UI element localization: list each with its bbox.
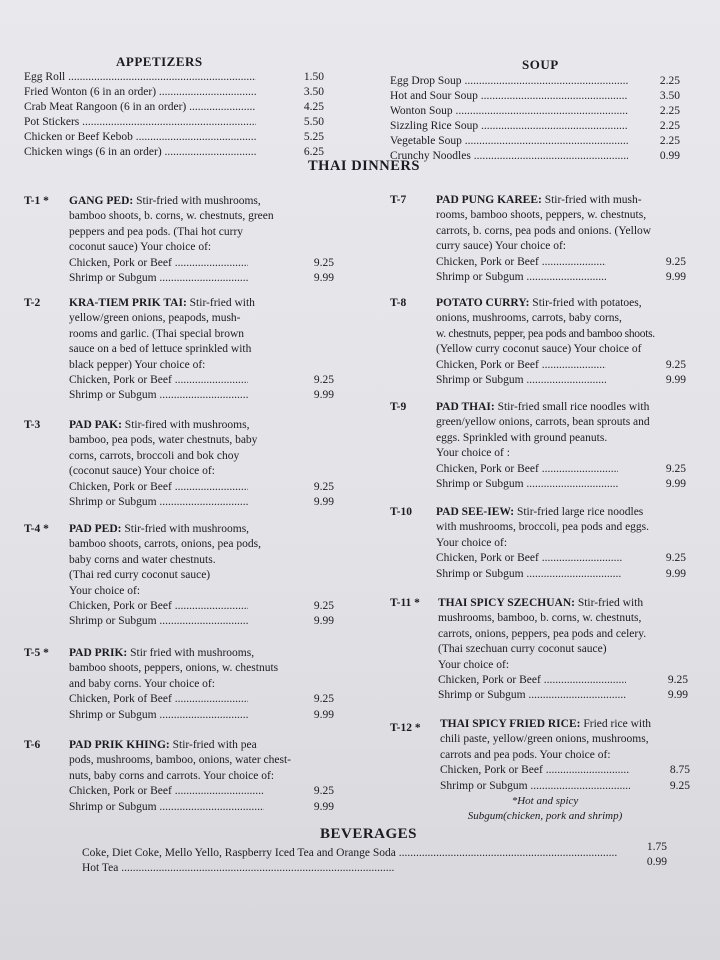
- item-title: PAD PAK:: [69, 419, 122, 431]
- choice-label: Chicken, Pork or Beef .....: [69, 373, 248, 388]
- item-desc-line: rooms and garlic. (Thai special brown: [69, 327, 244, 340]
- item-code: T-6: [24, 739, 41, 751]
- item-desc-line: onions, mushrooms, carrots, baby corns,: [436, 312, 622, 325]
- price-row: [440, 779, 690, 794]
- item-price: 3.50: [303, 86, 324, 98]
- item-desc-line: Your choice of :: [436, 447, 510, 460]
- appetizers-heading: APPETIZERS: [116, 54, 203, 69]
- price-row: [69, 271, 334, 286]
- item-desc-line: (Thai red curry coconut sauce): [69, 569, 211, 582]
- item-code: T-5 *: [24, 647, 49, 659]
- list-item: [24, 145, 324, 160]
- item-desc-line: Stir-fried large rice noodles: [516, 506, 644, 518]
- item-desc-line: pods, mushrooms, bamboo, onions, water chest-: [69, 754, 291, 767]
- price-row: [69, 800, 334, 815]
- item-desc-line: with mushrooms, broccoli, pea pods and eggs.: [436, 521, 650, 534]
- item-desc-line: Stir-fried with: [577, 597, 644, 609]
- item-title: PAD THAI:: [436, 401, 495, 413]
- item-name: Egg Drop Soup .....: [390, 74, 628, 89]
- item-code: T-7: [390, 194, 407, 206]
- price-row: [436, 462, 686, 477]
- choice-label: Chicken, Pork or Beef .....: [436, 462, 618, 477]
- item-desc-line: bamboo shoots, b. corns, w. chestnuts, green: [69, 210, 274, 223]
- item-desc-line: rooms, bamboo shoots, peppers, w. chestnuts,: [436, 209, 647, 222]
- item-desc-line: carrots, b. corns, pea pods and onions. (Yellow: [436, 224, 652, 237]
- choice-label: Shrimp or Subgum .....: [69, 800, 264, 815]
- price-row: [440, 763, 690, 778]
- item-desc-line: green/yellow onions, carrots, bean sprouts and: [436, 416, 650, 429]
- item-desc-line: (coconut sauce) Your choice of:: [69, 465, 215, 478]
- item-desc-line: Stir fried with mushrooms,: [130, 647, 255, 659]
- list-item: [24, 100, 324, 115]
- price-row: [436, 358, 686, 373]
- item-desc-line: curry sauce) Your choice of:: [436, 240, 566, 253]
- item-name: Crab Meat Rangoon (6 in an order) .....: [24, 100, 256, 115]
- thai-dinners-heading: THAI DINNERS: [308, 158, 420, 174]
- choice-label: Chicken, Pork or Beef .....: [438, 673, 626, 688]
- item-price: 4.25: [303, 101, 324, 113]
- item-price: 9.25: [313, 374, 334, 387]
- item-code: T-11 *: [390, 597, 420, 609]
- price-row: [436, 477, 686, 492]
- item-code: T-10: [390, 506, 412, 518]
- choice-label: Chicken, Pork or Beef .....: [69, 256, 248, 271]
- list-item: [390, 149, 680, 164]
- list-item: [24, 130, 324, 145]
- item-desc-line: nuts, baby corns and carrots. Your choice of:: [69, 769, 275, 782]
- item-desc-line: chili paste, yellow/green onions, mushrooms,: [440, 733, 649, 746]
- choice-label: Chicken, Pork or Beef .....: [436, 551, 622, 566]
- item-price: 9.25: [313, 480, 334, 493]
- beverages-list: [82, 841, 667, 876]
- choice-label: Shrimp or Subgum .....: [69, 614, 248, 629]
- item-price: 9.25: [665, 552, 686, 565]
- item-desc-line: Stir-fried with: [189, 297, 255, 309]
- list-item: [390, 119, 680, 134]
- item-price: 8.75: [669, 764, 690, 777]
- list-item: [390, 104, 680, 119]
- item-desc-line: (Thai szechuan curry coconut sauce): [438, 643, 607, 656]
- list-item: [390, 89, 680, 104]
- item-price: 9.99: [313, 272, 334, 285]
- item-desc-line: carrots, onions, peppers, pea pods and celery.: [438, 627, 647, 640]
- choice-label: Chicken, Pork or Beef .....: [436, 255, 606, 270]
- item-price: 9.99: [313, 389, 334, 402]
- item-title: PAD PUNG KAREE:: [436, 194, 542, 206]
- item-price: 0.99: [646, 856, 667, 868]
- item-price: 9.99: [313, 496, 334, 509]
- item-price: 9.25: [313, 785, 334, 798]
- item-title: KRA-TIEM PRIK TAI:: [69, 297, 187, 309]
- price-row: [69, 495, 334, 510]
- item-desc-line: bamboo shoots, carrots, onions, pea pods,: [69, 538, 261, 551]
- item-title: PAD PRIK:: [69, 647, 128, 659]
- list-item: [82, 841, 667, 861]
- price-row: [436, 373, 686, 388]
- item-name: Hot and Sour Soup .....: [390, 89, 628, 104]
- choice-label: Shrimp or Subgum .....: [438, 688, 626, 703]
- item-price: 9.25: [667, 674, 688, 687]
- item-desc-line: coconut sauce) Your choice of:: [69, 241, 212, 254]
- item-desc-line: Fried rice with: [583, 718, 652, 730]
- choice-label: Shrimp or Subgum .....: [69, 708, 248, 723]
- item-name: Pot Stickers .....: [24, 115, 256, 130]
- item-price: 9.25: [313, 600, 334, 613]
- item-title: THAI SPICY SZECHUAN:: [438, 597, 575, 609]
- item-code: T-4 *: [24, 523, 49, 535]
- item-desc-line: (Yellow curry coconut sauce) Your choice of: [436, 343, 642, 356]
- choice-label: Chicken, Pork or Beef .....: [69, 784, 264, 799]
- choice-label: Shrimp or Subgum .....: [436, 567, 622, 582]
- item-title: PAD PRIK KHING:: [69, 739, 170, 751]
- item-name: Wonton Soup .....: [390, 104, 628, 119]
- item-price: 9.99: [313, 800, 334, 813]
- item-desc-line: Stir-fried with pea: [172, 739, 257, 751]
- appetizers-list: [24, 70, 324, 160]
- item-price: 2.25: [659, 135, 680, 147]
- item-desc-line: Stir-fired with mushrooms,: [124, 419, 250, 431]
- list-item: [390, 134, 680, 149]
- price-row: [69, 480, 334, 495]
- item-desc-line: Your choice of:: [436, 536, 508, 549]
- item-name: Sizzling Rice Soup .....: [390, 119, 628, 134]
- item-price: 2.25: [659, 75, 680, 87]
- item-desc-line: bamboo shoots, peppers, onions, w. chestnuts: [69, 662, 279, 675]
- item-price: 5.50: [303, 116, 324, 128]
- price-row: [69, 708, 334, 723]
- item-desc-line: sauce on a bed of lettuce sprinkled with: [69, 343, 252, 356]
- item-price: 0.99: [659, 150, 680, 162]
- item-desc-line: w. chestnuts, pepper, pea pods and bamboo shoots.: [436, 327, 655, 340]
- item-price: 9.99: [665, 567, 686, 580]
- item-name: Vegetable Soup .....: [390, 134, 628, 149]
- price-row: [436, 551, 686, 566]
- item-price: 9.25: [669, 779, 690, 792]
- item-desc-line: peppers and pea pods. (Thai hot curry: [69, 225, 244, 238]
- item-desc-line: carrots and pea pods. Your choice of:: [440, 748, 611, 761]
- soup-list: [390, 74, 680, 164]
- item-price: 9.99: [667, 689, 688, 702]
- item-price: 1.75: [646, 841, 667, 853]
- item-title: THAI SPICY FRIED RICE:: [440, 718, 581, 730]
- item-price: 9.25: [665, 462, 686, 475]
- item-code: T-9: [390, 401, 407, 413]
- choice-label: Chicken, Pork of Beef .....: [69, 692, 248, 707]
- item-code: T-8: [390, 297, 407, 309]
- item-price: 2.25: [659, 105, 680, 117]
- choice-label: Chicken, Pork or Beef .....: [69, 480, 248, 495]
- item-price: 1.50: [303, 71, 324, 83]
- item-code: T-12 *: [390, 722, 421, 734]
- price-row: [438, 673, 688, 688]
- footnote-spicy: *Hot and spicy: [511, 795, 579, 808]
- price-row: [69, 373, 334, 388]
- item-desc-line: corns, carrots, broccoli and bok choy: [69, 449, 240, 462]
- item-price: 9.99: [665, 478, 686, 491]
- item-price: 9.99: [665, 271, 686, 284]
- item-desc-line: Stir-fried with mush-: [544, 194, 642, 206]
- item-name: Chicken or Beef Kebob .....: [24, 130, 256, 145]
- choice-label: Shrimp or Subgum .....: [69, 388, 248, 403]
- item-desc-line: baby corns and water chestnuts.: [69, 553, 216, 566]
- item-price: 9.99: [313, 708, 334, 721]
- soup-heading: SOUP: [522, 57, 559, 72]
- item-name: Coke, Diet Coke, Mello Yello, Raspberry Iced Tea and Orange Soda .....: [82, 846, 617, 861]
- price-row: [69, 692, 334, 707]
- item-desc-line: eggs. Sprinkled with ground peanuts.: [436, 431, 608, 444]
- choice-label: Shrimp or Subgum .....: [69, 495, 248, 510]
- choice-label: Shrimp or Subgum .....: [436, 270, 606, 285]
- item-desc-line: Stir-fried with mushrooms,: [136, 195, 261, 207]
- item-desc-line: yellow/green onions, peapods, mush-: [69, 312, 241, 325]
- item-desc-line: Stir-fried with mushrooms,: [124, 523, 250, 535]
- item-desc-line: black pepper) Your choice of:: [69, 358, 206, 371]
- item-price: 9.99: [313, 615, 334, 628]
- item-desc-line: Your choice of:: [438, 658, 510, 671]
- choice-label: Chicken, Pork or Beef .....: [436, 358, 606, 373]
- item-price: 9.99: [665, 374, 686, 387]
- item-title: POTATO CURRY:: [436, 297, 530, 309]
- item-name: Fried Wonton (6 in an order) .....: [24, 85, 256, 100]
- choice-label: Shrimp or Subgum .....: [436, 477, 618, 492]
- item-price: 9.25: [665, 358, 686, 371]
- list-item: [390, 74, 680, 89]
- price-row: [438, 688, 688, 703]
- choice-label: Shrimp or Subgum .....: [436, 373, 606, 388]
- item-title: PAD PED:: [69, 523, 122, 535]
- price-row: [436, 270, 686, 285]
- item-name: Hot Tea .....: [82, 861, 617, 876]
- item-price: 6.25: [303, 146, 324, 158]
- list-item: [24, 115, 324, 130]
- item-name: Egg Roll .....: [24, 70, 256, 85]
- list-item: [82, 856, 667, 876]
- list-item: [24, 70, 324, 85]
- choice-label: Shrimp or Subgum .....: [440, 779, 630, 794]
- item-desc-line: mushrooms, bamboo, b. corns, w. chestnuts,: [438, 612, 642, 625]
- item-price: 9.25: [665, 255, 686, 268]
- item-price: 3.50: [659, 90, 680, 102]
- item-desc-line: Your choice of:: [69, 584, 141, 597]
- price-row: [69, 256, 334, 271]
- choice-label: Chicken, Pork or Beef .....: [69, 599, 248, 614]
- item-desc-line: bamboo, pea pods, water chestnuts, baby: [69, 434, 258, 447]
- item-title: PAD SEE-IEW:: [436, 506, 515, 518]
- item-code: T-1 *: [24, 195, 49, 207]
- beverages-heading: BEVERAGES: [320, 826, 418, 842]
- item-price: 9.25: [313, 693, 334, 706]
- item-code: T-3: [24, 419, 41, 431]
- price-row: [436, 567, 686, 582]
- price-row: [436, 255, 686, 270]
- item-desc-line: and baby corns. Your choice of:: [69, 677, 215, 690]
- item-price: 5.25: [303, 131, 324, 143]
- item-name: Chicken wings (6 in an order) .....: [24, 145, 256, 160]
- item-desc-line: Stir-fried small rice noodles with: [497, 401, 650, 413]
- choice-label: Chicken, Pork or Beef .....: [440, 763, 630, 778]
- price-row: [69, 784, 334, 799]
- choice-label: Shrimp or Subgum .....: [69, 271, 248, 286]
- price-row: [69, 614, 334, 629]
- list-item: [24, 85, 324, 100]
- item-desc-line: Stir-fried with potatoes,: [532, 297, 642, 309]
- price-row: [69, 388, 334, 403]
- item-price: 2.25: [659, 120, 680, 132]
- item-title: GANG PED:: [69, 195, 134, 207]
- price-row: [69, 599, 334, 614]
- footnote-subgum: Subgum(chicken, pork and shrimp): [467, 810, 623, 823]
- item-code: T-2: [24, 297, 41, 309]
- item-price: 9.25: [313, 256, 334, 269]
- item-name: Crunchy Noodles .....: [390, 149, 628, 164]
